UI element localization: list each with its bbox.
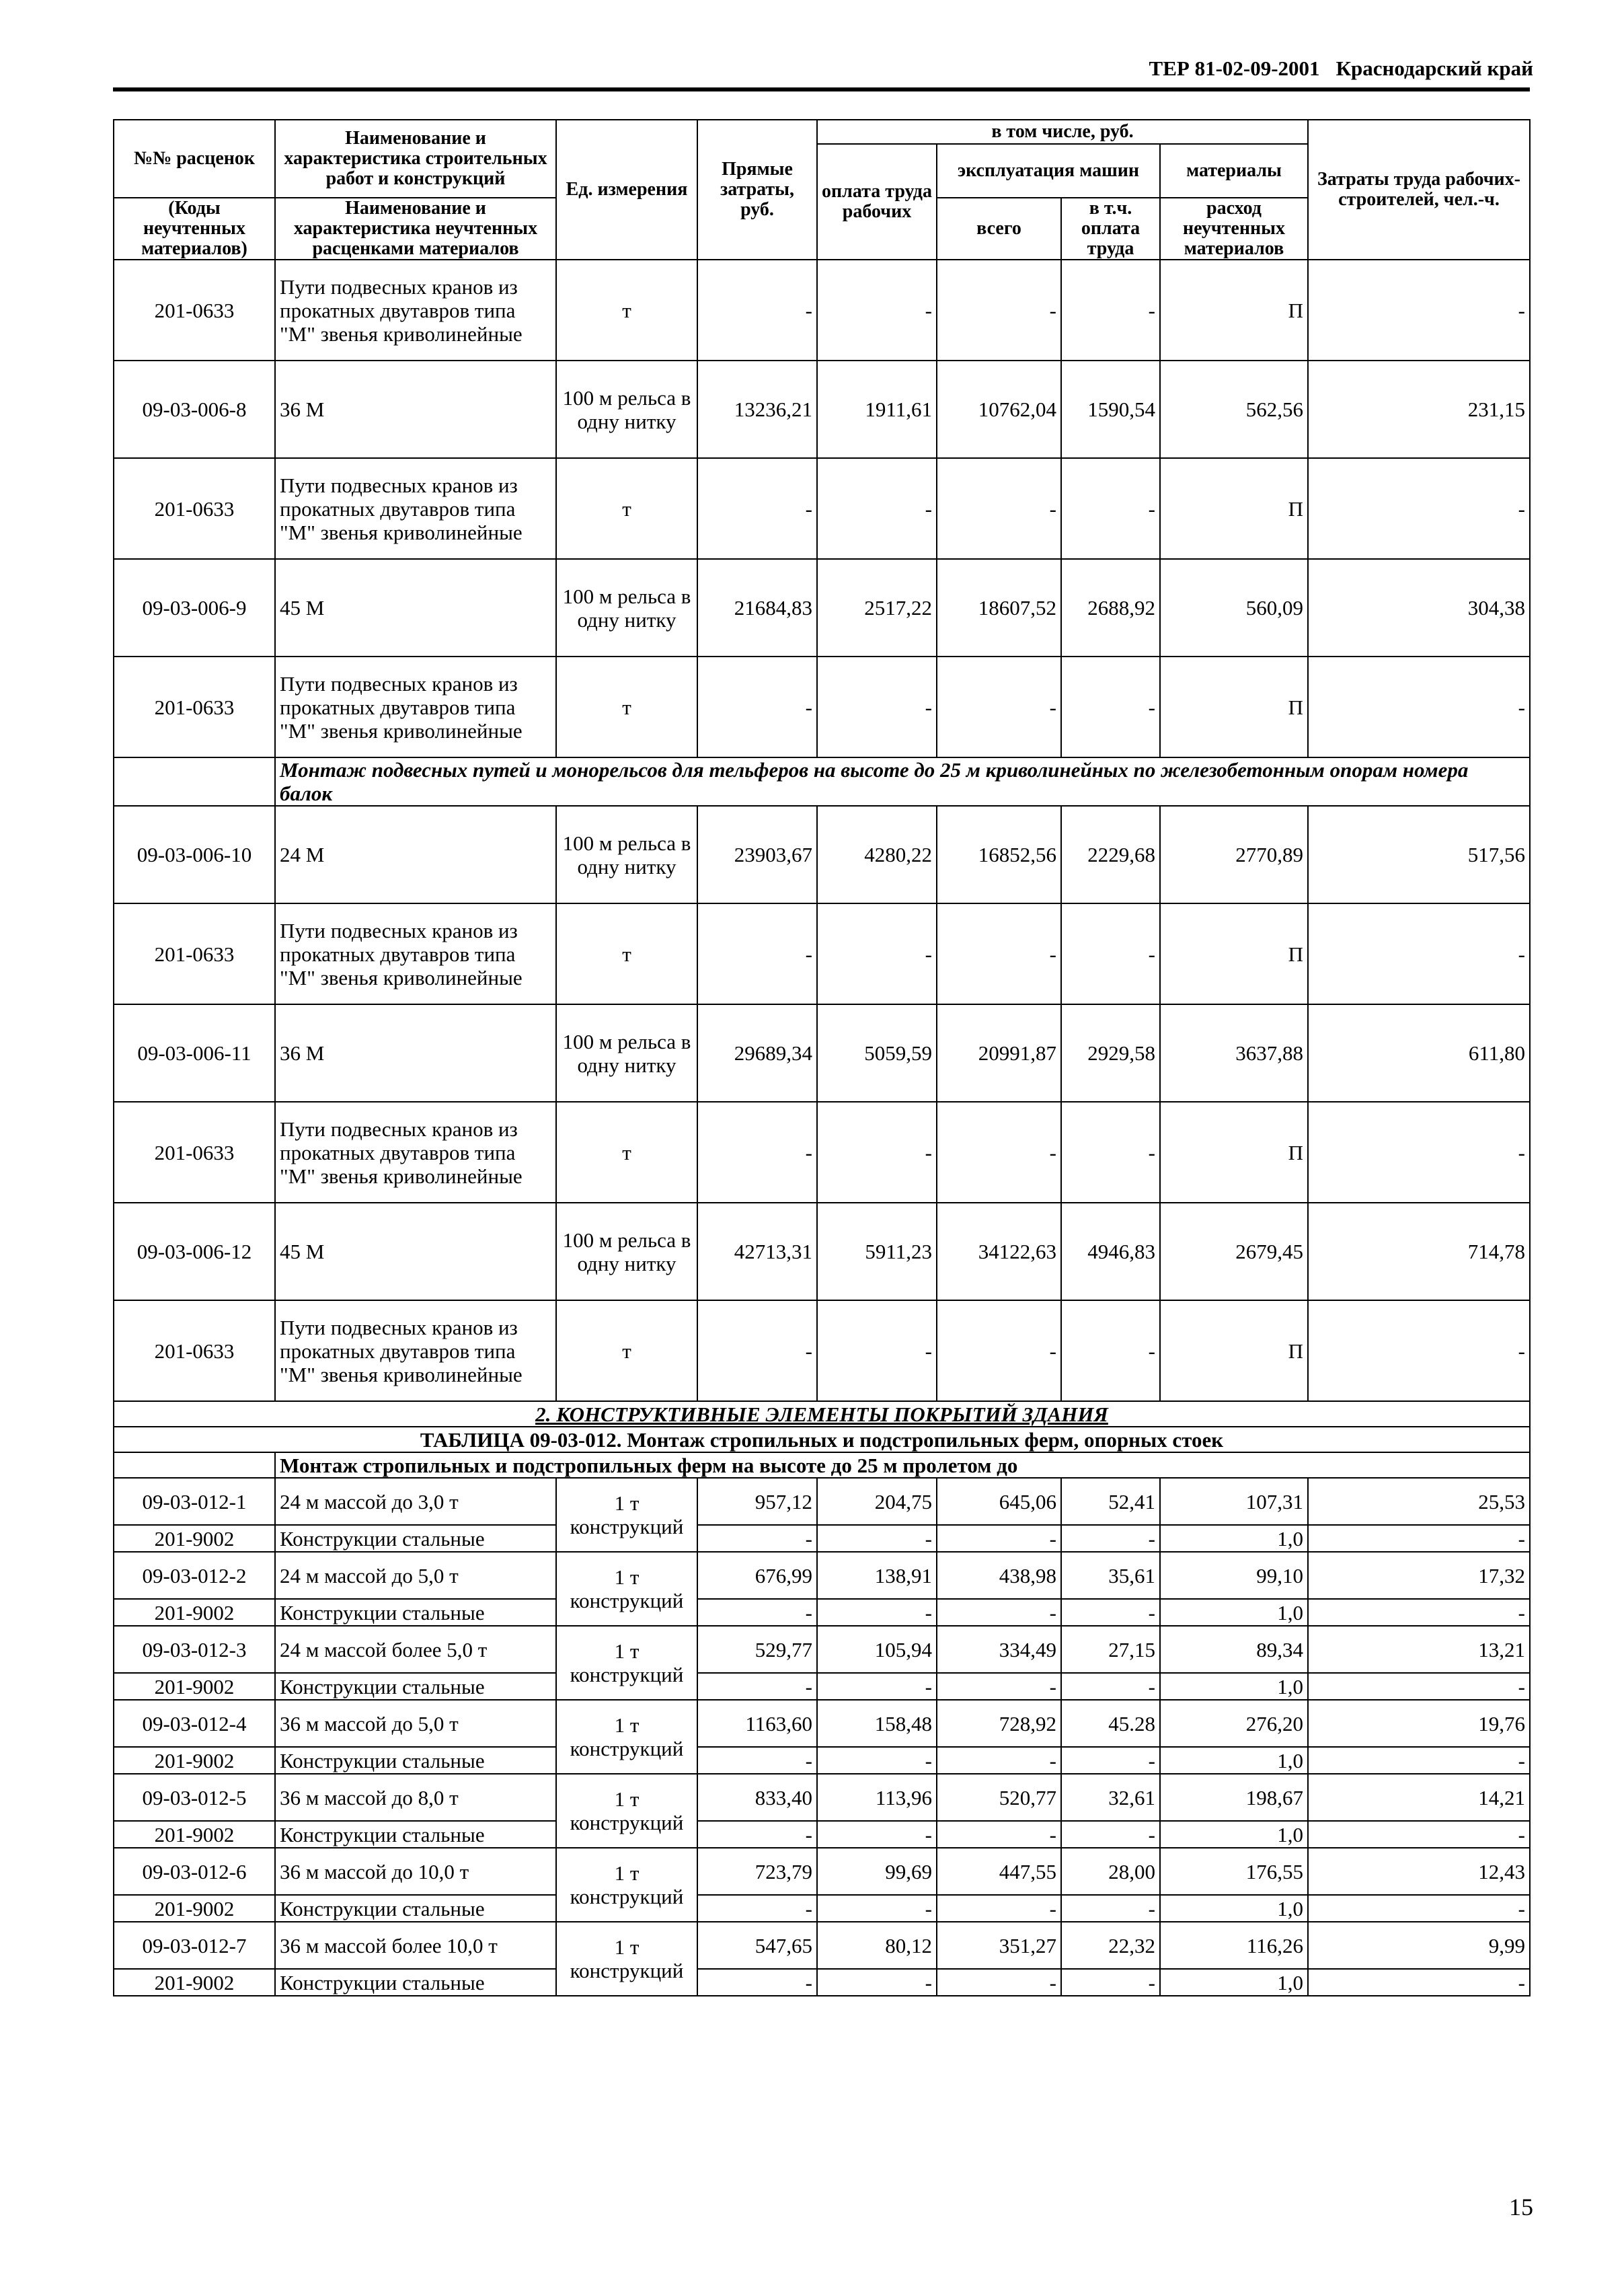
unit-cell: т [556,657,697,757]
rate-code: 09-03-006-12 [114,1203,275,1300]
work-name: Пути подвесных кранов из прокатных двутавров типа "М" звенья криволинейные [275,1102,556,1203]
labor-pay: - [817,1673,937,1700]
labor-hours: 19,76 [1308,1700,1530,1747]
labor-hours: 9,99 [1308,1922,1530,1969]
page-number: 15 [1509,2194,1533,2220]
materials-cost: 1,0 [1160,1821,1308,1848]
material-code: 201-9002 [114,1895,275,1922]
table-row [114,1848,1530,1895]
rate-code: 09-03-012-4 [114,1700,275,1747]
labor-pay: 105,94 [817,1626,937,1673]
table-row [114,361,1530,458]
work-name: Пути подвесных кранов из прокатных двутавров типа "М" звенья криволинейные [275,657,556,757]
materials-cost: 1,0 [1160,1747,1308,1774]
rate-code: 201-0633 [114,260,275,361]
direct-cost: 42713,31 [697,1203,817,1300]
table-row [114,1922,1530,1969]
table-row [114,1478,1530,1525]
machine-cost: 351,27 [937,1922,1061,1969]
labor-hours: 611,80 [1308,1004,1530,1102]
material-name: Конструкции стальные [275,1599,556,1626]
labor-hours: - [1308,260,1530,361]
labor-hours: 17,32 [1308,1552,1530,1599]
unit-cell: т [556,903,697,1004]
labor-hours: - [1308,1821,1530,1848]
unit-cell: 1 т конструкций [556,1478,697,1552]
direct-cost: 1163,60 [697,1700,817,1747]
span-title: Монтаж подвесных путей и монорельсов для тельферов на высоте до 25 м криволинейных по железобетонным опорам номера балок [275,757,1530,806]
machine-cost: - [937,1599,1061,1626]
labor-hours: - [1308,1673,1530,1700]
material-row [114,1895,1530,1922]
col-machines: эксплуатация машин [937,144,1160,198]
machine-labor-pay: 2929,58 [1061,1004,1160,1102]
unit-cell: т [556,1300,697,1401]
material-name: Конструкции стальные [275,1673,556,1700]
rate-code: 09-03-012-6 [114,1848,275,1895]
labor-pay: - [817,458,937,559]
rate-code: 09-03-012-5 [114,1774,275,1821]
machine-labor-pay: - [1061,1300,1160,1401]
section-title: 2. КОНСТРУКТИВНЫЕ ЭЛЕМЕНТЫ ПОКРЫТИЙ ЗДАНИЯ [114,1401,1530,1427]
rate-code: 09-03-006-9 [114,559,275,657]
direct-cost: - [697,1969,817,1996]
machine-cost: - [937,1673,1061,1700]
labor-pay: 113,96 [817,1774,937,1821]
direct-cost: - [697,260,817,361]
machine-labor-pay: - [1061,1895,1160,1922]
machine-cost: - [937,1895,1061,1922]
rate-code: 201-0633 [114,657,275,757]
table-row [114,657,1530,757]
labor-pay: - [817,1599,937,1626]
work-name: 24 М [275,806,556,903]
materials-cost: 99,10 [1160,1552,1308,1599]
unit-cell: 1 т конструкций [556,1848,697,1922]
group-title: Монтаж стропильных и подстропильных ферм на высоте до 25 м пролетом до [275,1452,1530,1478]
table-row [114,1774,1530,1821]
col-unit: Ед. измерения [556,120,697,260]
direct-cost: - [697,1673,817,1700]
material-code: 201-9002 [114,1747,275,1774]
machine-cost: - [937,1102,1061,1203]
labor-pay: 99,69 [817,1848,937,1895]
labor-hours: 14,21 [1308,1774,1530,1821]
materials-cost: 3637,88 [1160,1004,1308,1102]
machine-cost: 438,98 [937,1552,1061,1599]
machine-labor-pay: - [1061,1525,1160,1552]
col-incl: в том числе, руб. [817,120,1308,144]
direct-cost: - [697,458,817,559]
materials-cost: 2770,89 [1160,806,1308,903]
machine-cost: 34122,63 [937,1203,1061,1300]
rate-code: 09-03-006-8 [114,361,275,458]
direct-cost: 833,40 [697,1774,817,1821]
rate-code: 09-03-012-1 [114,1478,275,1525]
materials-cost: П [1160,1102,1308,1203]
direct-cost: - [697,1599,817,1626]
col-name-bottom: Наименование и характеристика неучтенных расценками материалов [275,198,556,260]
machine-cost: 645,06 [937,1478,1061,1525]
direct-cost: 957,12 [697,1478,817,1525]
unit-cell: 100 м рельса в одну нитку [556,1203,697,1300]
rate-code: 201-0633 [114,1102,275,1203]
machine-labor-pay: - [1061,458,1160,559]
labor-hours: 13,21 [1308,1626,1530,1673]
materials-cost: 562,56 [1160,361,1308,458]
direct-cost: - [697,903,817,1004]
material-name: Конструкции стальные [275,1747,556,1774]
material-name: Конструкции стальные [275,1969,556,1996]
work-name: 45 М [275,559,556,657]
materials-cost: 1,0 [1160,1673,1308,1700]
col-code-top: №№ расценок [114,120,275,198]
direct-cost: 723,79 [697,1848,817,1895]
machine-cost: 20991,87 [937,1004,1061,1102]
table-row [114,1626,1530,1673]
machine-labor-pay: - [1061,1599,1160,1626]
col-name-top: Наименование и характеристика строительных работ и конструкций [275,120,556,198]
col-direct: Прямые затраты, руб. [697,120,817,260]
rate-code: 09-03-012-2 [114,1552,275,1599]
machine-cost: - [937,1300,1061,1401]
machine-labor-pay: 2688,92 [1061,559,1160,657]
labor-hours: - [1308,1525,1530,1552]
machine-labor-pay: 4946,83 [1061,1203,1160,1300]
work-name: Пути подвесных кранов из прокатных двутавров типа "М" звенья криволинейные [275,1300,556,1401]
rate-code: 09-03-012-7 [114,1922,275,1969]
labor-pay: - [817,657,937,757]
labor-pay: - [817,1747,937,1774]
unit-cell: 1 т конструкций [556,1552,697,1626]
work-name: 24 м массой более 5,0 т [275,1626,556,1673]
work-name: 36 м массой до 10,0 т [275,1848,556,1895]
region-name: Краснодарский край [1336,57,1533,80]
labor-pay: 4280,22 [817,806,937,903]
labor-hours: - [1308,1969,1530,1996]
document-code: ТЕР 81-02-09-2001 [1149,57,1320,80]
material-row [114,1673,1530,1700]
page-header [1133,57,1533,81]
machine-cost: 447,55 [937,1848,1061,1895]
materials-cost: 1,0 [1160,1895,1308,1922]
material-name: Конструкции стальные [275,1525,556,1552]
labor-hours: 12,43 [1308,1848,1530,1895]
rate-code: 09-03-006-10 [114,806,275,903]
direct-cost: - [697,1525,817,1552]
unit-cell: т [556,260,697,361]
rates-table [113,119,1531,1996]
col-mach-labor: в т.ч. оплата труда [1061,198,1160,260]
materials-cost: 1,0 [1160,1525,1308,1552]
machine-cost: - [937,1525,1061,1552]
table-row [114,1004,1530,1102]
work-name: 36 м массой до 8,0 т [275,1774,556,1821]
machine-labor-pay: - [1061,1102,1160,1203]
labor-pay: 138,91 [817,1552,937,1599]
materials-cost: П [1160,1300,1308,1401]
machine-cost: 334,49 [937,1626,1061,1673]
work-name: 36 М [275,361,556,458]
table-row [114,260,1530,361]
materials-cost: 198,67 [1160,1774,1308,1821]
direct-cost: 13236,21 [697,361,817,458]
labor-hours: 304,38 [1308,559,1530,657]
materials-cost: 2679,45 [1160,1203,1308,1300]
labor-hours: - [1308,458,1530,559]
machine-labor-pay: - [1061,1821,1160,1848]
material-row [114,1969,1530,1996]
materials-cost: 176,55 [1160,1848,1308,1895]
machine-labor-pay: 45.28 [1061,1700,1160,1747]
materials-cost: 116,26 [1160,1922,1308,1969]
material-code: 201-9002 [114,1525,275,1552]
unit-cell: т [556,1102,697,1203]
materials-cost: П [1160,657,1308,757]
table-row [114,1300,1530,1401]
machine-cost: 18607,52 [937,559,1061,657]
col-materials: материалы [1160,144,1308,198]
machine-labor-pay: - [1061,657,1160,757]
material-name: Конструкции стальные [275,1895,556,1922]
labor-pay: - [817,260,937,361]
direct-cost: 529,77 [697,1626,817,1673]
labor-pay: - [817,1300,937,1401]
machine-cost: - [937,1747,1061,1774]
work-name: 24 м массой до 3,0 т [275,1478,556,1525]
machine-cost: 10762,04 [937,361,1061,458]
machine-cost: - [937,1821,1061,1848]
materials-cost: П [1160,260,1308,361]
materials-cost: 1,0 [1160,1969,1308,1996]
labor-hours: - [1308,1747,1530,1774]
labor-pay: - [817,1821,937,1848]
material-code: 201-9002 [114,1821,275,1848]
unit-cell: 1 т конструкций [556,1626,697,1700]
machine-cost: - [937,1969,1061,1996]
machine-labor-pay: 22,32 [1061,1922,1160,1969]
labor-pay: 1911,61 [817,361,937,458]
col-labor: оплата труда рабочих [817,144,937,260]
material-row [114,1525,1530,1552]
materials-cost: 89,34 [1160,1626,1308,1673]
work-name: Пути подвесных кранов из прокатных двутавров типа "М" звенья криволинейные [275,458,556,559]
labor-hours: - [1308,1895,1530,1922]
unit-cell: 100 м рельса в одну нитку [556,361,697,458]
labor-hours: 517,56 [1308,806,1530,903]
labor-pay: 204,75 [817,1478,937,1525]
work-name: 24 м массой до 5,0 т [275,1552,556,1599]
direct-cost: - [697,1102,817,1203]
material-name: Конструкции стальные [275,1821,556,1848]
machine-cost: 520,77 [937,1774,1061,1821]
labor-pay: 5059,59 [817,1004,937,1102]
labor-pay: - [817,1102,937,1203]
header-rule [113,87,1530,91]
labor-pay: 80,12 [817,1922,937,1969]
work-name: 45 М [275,1203,556,1300]
machine-labor-pay: 28,00 [1061,1848,1160,1895]
col-labor-cost: Затраты труда рабочих-строителей, чел.-ч. [1308,120,1530,260]
machine-labor-pay: 32,61 [1061,1774,1160,1821]
labor-pay: 2517,22 [817,559,937,657]
unit-cell: т [556,458,697,559]
span-title-code [114,757,275,806]
table-row [114,1700,1530,1747]
table-row [114,903,1530,1004]
unit-cell: 100 м рельса в одну нитку [556,559,697,657]
machine-cost: - [937,260,1061,361]
labor-hours: - [1308,903,1530,1004]
rate-code: 09-03-012-3 [114,1626,275,1673]
material-row [114,1747,1530,1774]
table-title: ТАБЛИЦА 09-03-012. Монтаж стропильных и подстропильных ферм, опорных стоек [114,1427,1530,1452]
col-code-bottom: (Коды неучтенных материалов) [114,198,275,260]
group-title-code [114,1452,275,1478]
labor-pay: - [817,903,937,1004]
table-row [114,559,1530,657]
machine-labor-pay: - [1061,1969,1160,1996]
labor-hours: - [1308,657,1530,757]
rate-code: 201-0633 [114,458,275,559]
rate-code: 201-0633 [114,903,275,1004]
labor-pay: 5911,23 [817,1203,937,1300]
rate-code: 09-03-006-11 [114,1004,275,1102]
direct-cost: - [697,1747,817,1774]
machine-labor-pay: 52,41 [1061,1478,1160,1525]
direct-cost: 676,99 [697,1552,817,1599]
direct-cost: - [697,1895,817,1922]
col-mat-consumption: расход неучтенных материалов [1160,198,1308,260]
work-name: 36 М [275,1004,556,1102]
table-row [114,1203,1530,1300]
work-name: 36 м массой до 5,0 т [275,1700,556,1747]
machine-cost: - [937,657,1061,757]
rate-code: 201-0633 [114,1300,275,1401]
labor-hours: 231,15 [1308,361,1530,458]
direct-cost: 23903,67 [697,806,817,903]
machine-cost: 728,92 [937,1700,1061,1747]
material-row [114,1821,1530,1848]
materials-cost: 1,0 [1160,1599,1308,1626]
machine-cost: - [937,458,1061,559]
labor-pay: - [817,1969,937,1996]
unit-cell: 1 т конструкций [556,1922,697,1996]
materials-cost: П [1160,458,1308,559]
materials-cost: 107,31 [1160,1478,1308,1525]
labor-hours: - [1308,1102,1530,1203]
machine-labor-pay: - [1061,1673,1160,1700]
table-row [114,1102,1530,1203]
table-row [114,1552,1530,1599]
labor-hours: - [1308,1599,1530,1626]
material-code: 201-9002 [114,1969,275,1996]
direct-cost: 547,65 [697,1922,817,1969]
labor-hours: 25,53 [1308,1478,1530,1525]
direct-cost: 29689,34 [697,1004,817,1102]
machine-cost: 16852,56 [937,806,1061,903]
unit-cell: 100 м рельса в одну нитку [556,1004,697,1102]
table-row [114,458,1530,559]
unit-cell: 1 т конструкций [556,1774,697,1848]
work-name: 36 м массой более 10,0 т [275,1922,556,1969]
direct-cost: - [697,1300,817,1401]
material-code: 201-9002 [114,1673,275,1700]
unit-cell: 100 м рельса в одну нитку [556,806,697,903]
materials-cost: П [1160,903,1308,1004]
machine-labor-pay: - [1061,903,1160,1004]
machine-labor-pay: 35,61 [1061,1552,1160,1599]
machine-labor-pay: - [1061,1747,1160,1774]
machine-cost: - [937,903,1061,1004]
material-code: 201-9002 [114,1599,275,1626]
labor-hours: 714,78 [1308,1203,1530,1300]
machine-labor-pay: 2229,68 [1061,806,1160,903]
machine-labor-pay: - [1061,260,1160,361]
machine-labor-pay: 27,15 [1061,1626,1160,1673]
materials-cost: 276,20 [1160,1700,1308,1747]
labor-pay: 158,48 [817,1700,937,1747]
materials-cost: 560,09 [1160,559,1308,657]
direct-cost: - [697,657,817,757]
labor-pay: - [817,1895,937,1922]
table-row [114,806,1530,903]
col-mach-total: всего [937,198,1061,260]
direct-cost: 21684,83 [697,559,817,657]
work-name: Пути подвесных кранов из прокатных двутавров типа "М" звенья криволинейные [275,260,556,361]
machine-labor-pay: 1590,54 [1061,361,1160,458]
labor-hours: - [1308,1300,1530,1401]
work-name: Пути подвесных кранов из прокатных двутавров типа "М" звенья криволинейные [275,903,556,1004]
labor-pay: - [817,1525,937,1552]
unit-cell: 1 т конструкций [556,1700,697,1774]
direct-cost: - [697,1821,817,1848]
material-row [114,1599,1530,1626]
